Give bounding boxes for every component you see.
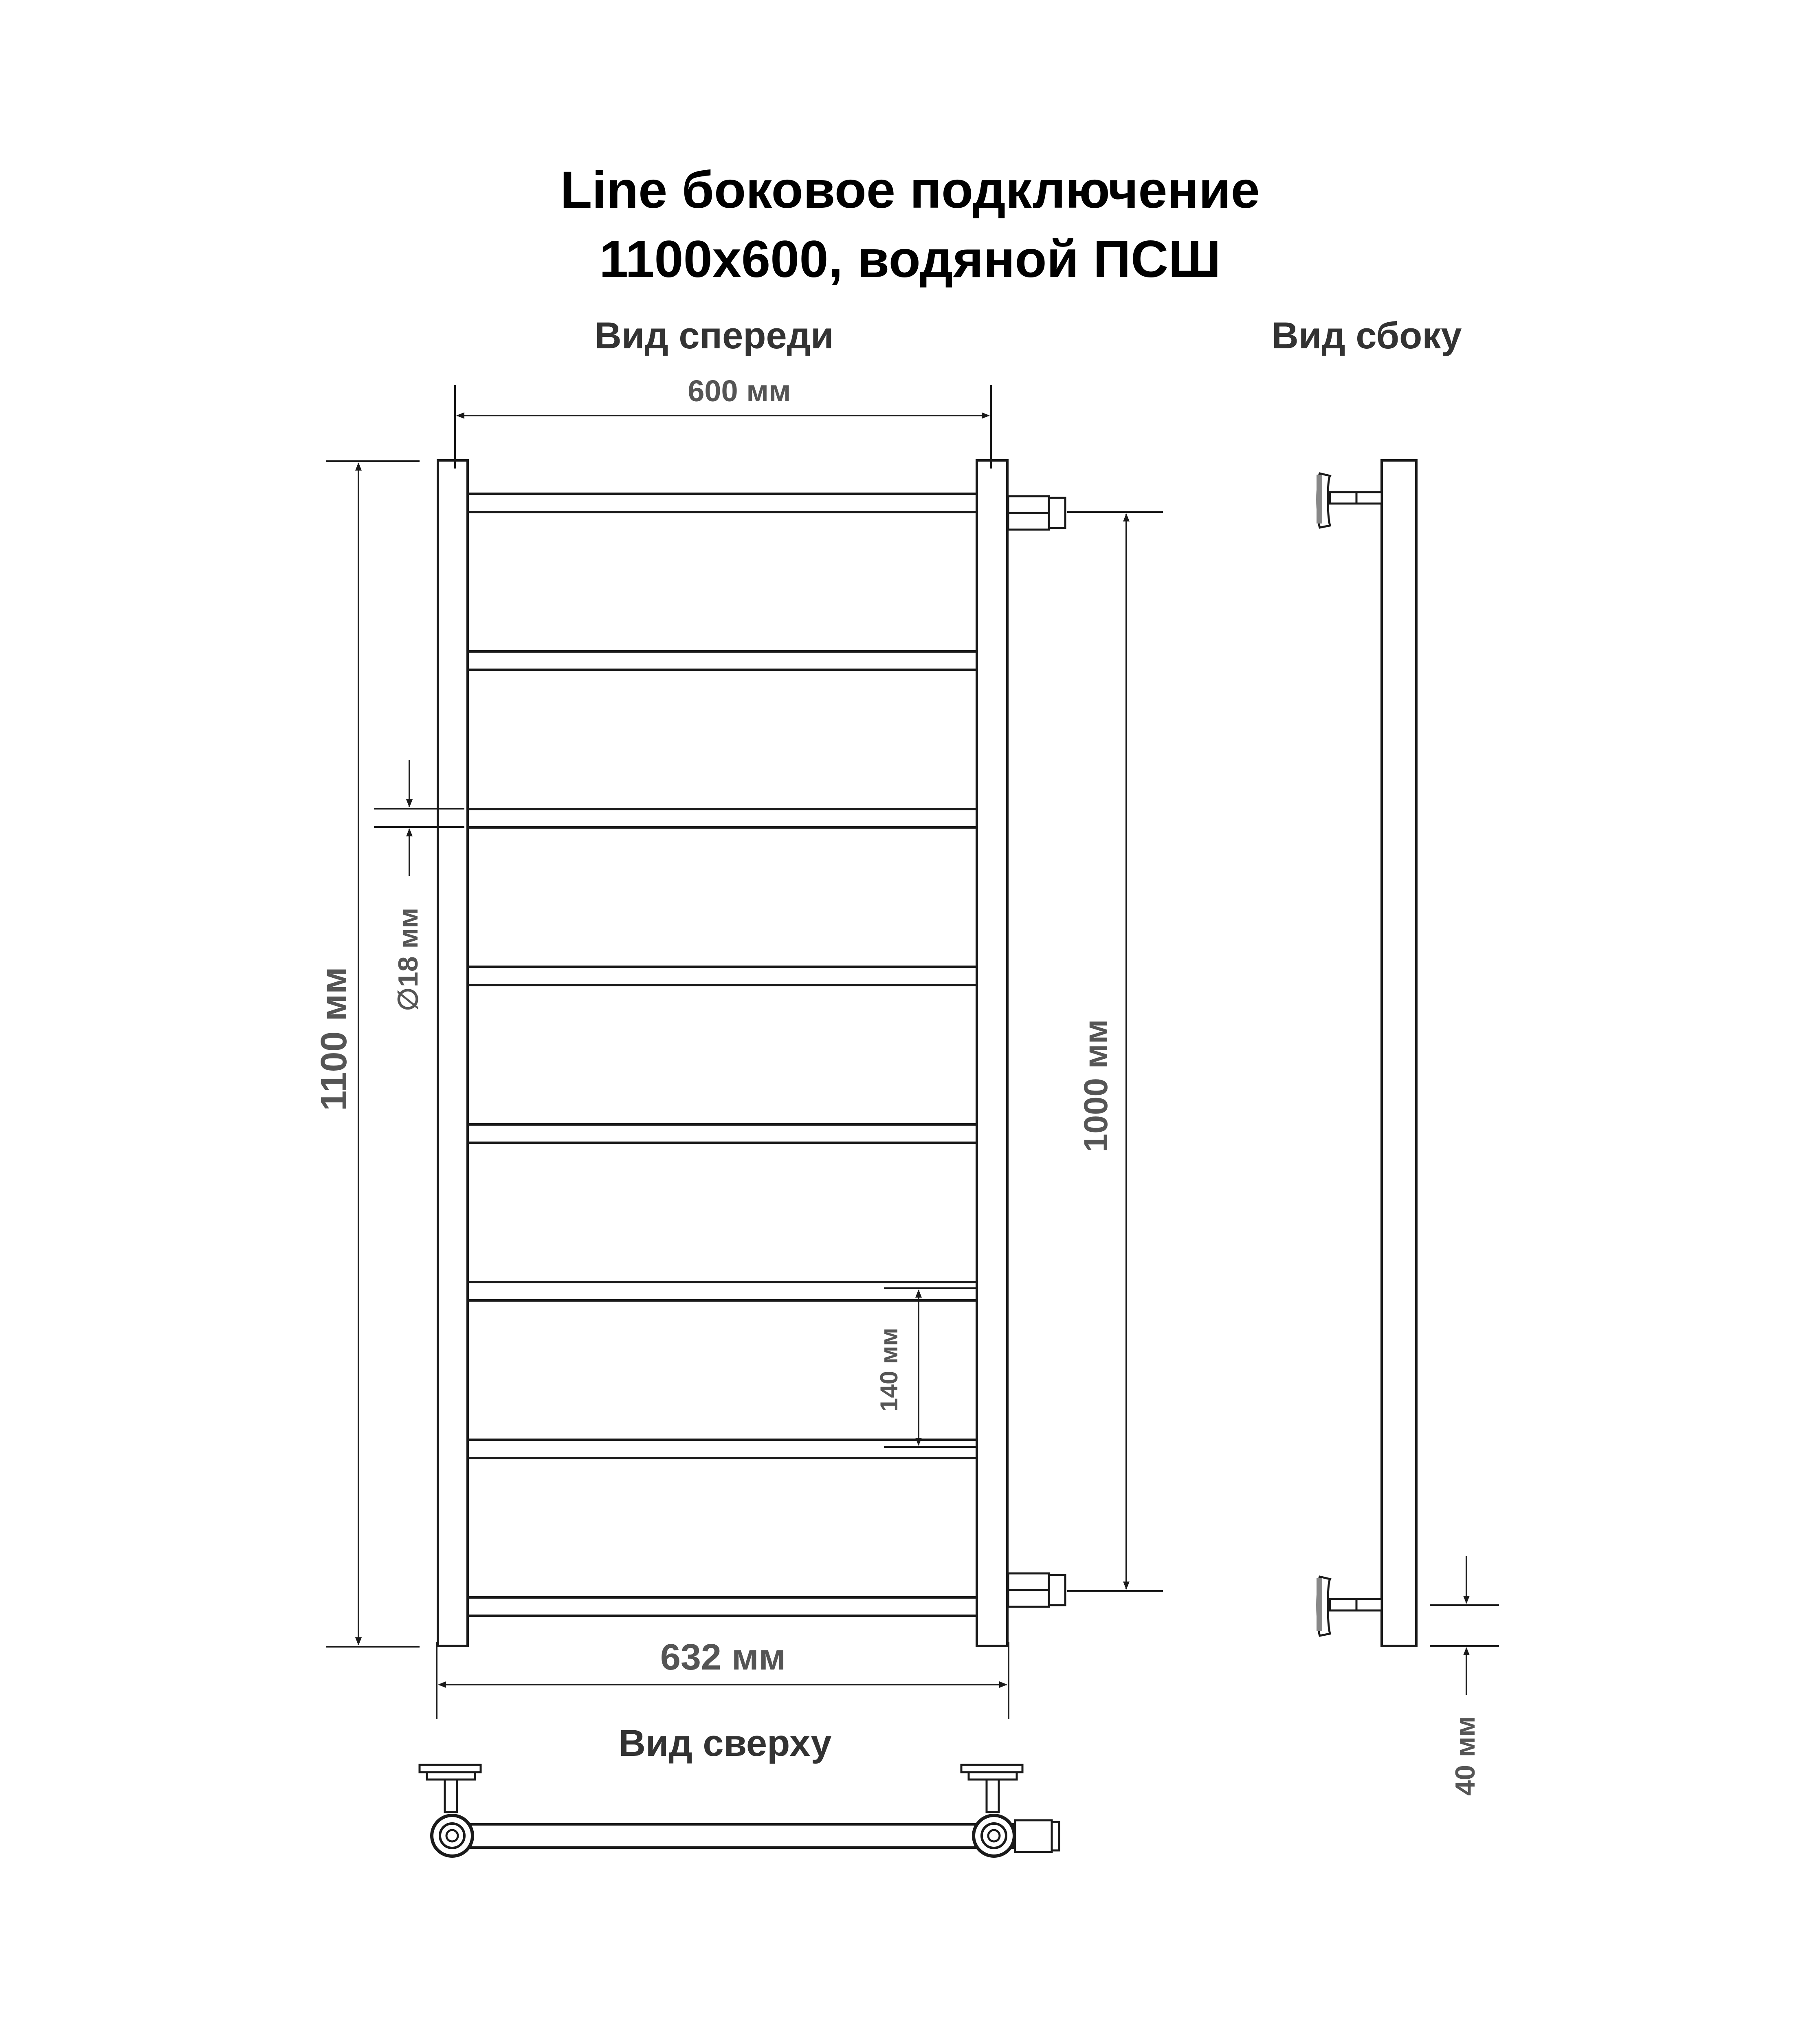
top-bar — [448, 1824, 1014, 1848]
rung — [468, 651, 977, 670]
dim-140-label: 140 мм — [875, 1328, 903, 1412]
bottom-connector — [1008, 1573, 1065, 1607]
dim-1000-label: 1000 мм — [1077, 1019, 1114, 1153]
front-view — [314, 374, 1163, 1719]
side-view-label: Вид сбоку — [1271, 315, 1462, 356]
left-upright — [438, 460, 468, 1646]
dim-632-label: 632 мм — [660, 1637, 786, 1678]
rung — [468, 1597, 977, 1616]
dim-600-label: 600 мм — [688, 374, 791, 408]
rung — [468, 809, 977, 827]
side-upright — [1382, 460, 1416, 1646]
rung — [468, 1440, 977, 1458]
top-left-bracket — [420, 1765, 481, 1856]
front-view-label: Вид спереди — [594, 315, 834, 356]
dim-40-label: 40 мм — [1450, 1716, 1481, 1796]
right-upright — [977, 460, 1007, 1646]
top-view — [420, 1765, 1059, 1856]
rung — [468, 1282, 977, 1300]
title-line-1: Line боковое подключение — [560, 161, 1260, 219]
dim-diameter-label: ∅18 мм — [393, 907, 424, 1012]
dim-1100-label: 1100 мм — [314, 967, 354, 1111]
dim-40 — [1430, 1556, 1499, 1695]
side-top-bracket — [1317, 473, 1382, 528]
top-view-label: Вид сверху — [618, 1722, 832, 1764]
rung — [468, 967, 977, 985]
top-connector — [1008, 496, 1065, 530]
side-view — [1317, 460, 1499, 1796]
side-bottom-bracket — [1317, 1577, 1382, 1636]
dim-diameter — [374, 760, 464, 876]
title-line-2: 1100x600, водяной ПСШ — [599, 230, 1221, 288]
top-right-bracket — [961, 1765, 1059, 1856]
rung — [468, 494, 977, 512]
rung — [468, 1124, 977, 1143]
